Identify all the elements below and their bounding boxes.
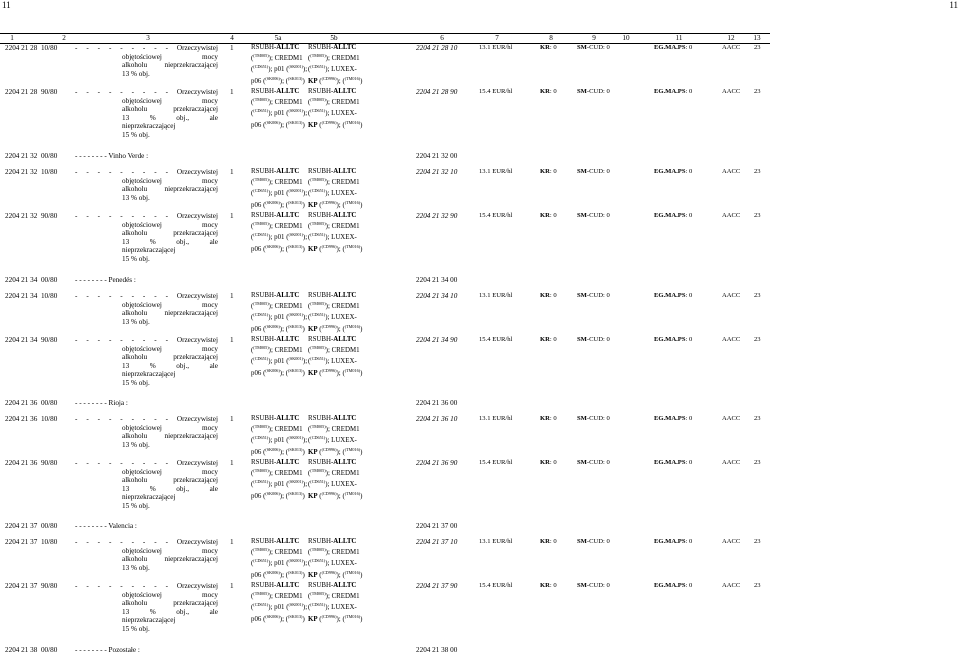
taric-code: 2204 21 36 10 <box>416 415 458 423</box>
cn-code: 2204 21 37 10/80 <box>5 538 58 546</box>
management-code-5a: RSUBH-ALLTC ($^{(TM005)}$); CREDM1 ($^{(CD651)}$); p01 ($^{(SK001)}$); p06 ($^{(SK006)}$); ($^{(SK013)}$) <box>251 44 308 85</box>
management-code-5a: RSUBH-ALLTC ($^{(TM005)}$); CREDM1 ($^{(CD651)}$); p01 ($^{(SK001)}$); p06 ($^{(SK006)}$); ($^{(SK013)}$) <box>251 88 308 129</box>
taric-code: 2204 21 32 10 <box>416 168 458 176</box>
heading-description: - - - - - - - - Penedés : <box>75 276 136 284</box>
column-4-value: 1 <box>230 415 234 423</box>
column-4-value: 1 <box>230 292 234 300</box>
taric-code: 2204 21 37 10 <box>416 538 458 546</box>
description-line: - - - - - - - - - O rzeczywistej <box>75 582 218 590</box>
column-header-5a: 5a <box>274 34 282 42</box>
heading-description: - - - - - - - - Rioja : <box>75 399 128 407</box>
description-line: 15 % obj. <box>122 378 150 387</box>
column-4-value: 1 <box>230 538 234 546</box>
duty-rate: 15.4 EUR/hl <box>479 336 513 343</box>
kr-value: KR: 0 <box>540 88 557 95</box>
duty-rate: 13.1 EUR/hl <box>479 292 513 299</box>
column-13-value: 23 <box>754 212 761 219</box>
sm-value: SM-CUD: 0 <box>577 292 610 299</box>
sm-value: SM-CUD: 0 <box>577 212 610 219</box>
description-line: nieprzekraczającej <box>122 493 176 502</box>
description-line: - - - - - - - - - O rzeczywistej <box>75 336 218 344</box>
description-line: 13 % obj. <box>122 193 150 202</box>
taric-code: 2204 21 37 00 <box>416 522 458 530</box>
cn-code: 2204 21 32 90/80 <box>5 212 58 220</box>
description-line: - - - - - - - - - O rzeczywistej <box>75 168 218 176</box>
taric-code: 2204 21 34 90 <box>416 336 458 344</box>
description-line: nieprzekraczającej <box>122 122 176 131</box>
description-line: alkoholu przekraczającej <box>122 599 218 608</box>
description-line: objętościowej mocy <box>122 467 218 476</box>
description <box>75 415 218 449</box>
kr-value: KR: 0 <box>540 582 557 589</box>
description-line: nieprzekraczającej <box>122 246 176 255</box>
kr-value: KR: 0 <box>540 415 557 422</box>
description-line: alkoholu przekraczającej <box>122 229 218 238</box>
heading-description: - - - - - - - - Valencia : <box>75 522 137 530</box>
description-line: - - - - - - - - - O rzeczywistej <box>75 212 218 220</box>
sm-value: SM-CUD: 0 <box>577 415 610 422</box>
description-line: 13 % obj., ale <box>122 113 218 122</box>
aacc-code: AACC <box>722 44 741 51</box>
description <box>75 44 218 78</box>
cn-code: 2204 21 34 00/80 <box>5 276 58 284</box>
aacc-code: AACC <box>722 415 741 422</box>
kr-value: KR: 0 <box>540 212 557 219</box>
management-code-5a: RSUBH-ALLTC ($^{(TM005)}$); CREDM1 ($^{(CD651)}$); p01 ($^{(SK001)}$); p06 ($^{(SK006)}$); ($^{(SK013)}$) <box>251 538 308 579</box>
description-line: - - - - - - - - - O rzeczywistej <box>75 88 218 96</box>
duty-rate: 15.4 EUR/hl <box>479 459 513 466</box>
column-header-3: 3 <box>146 34 150 42</box>
column-header-10: 10 <box>622 34 630 42</box>
column-13-value: 23 <box>754 44 761 51</box>
column-header-7: 7 <box>495 34 499 42</box>
taric-code: 2204 21 34 10 <box>416 292 458 300</box>
cn-code: 2204 21 37 90/80 <box>5 582 58 590</box>
kr-value: KR: 0 <box>540 459 557 466</box>
column-13-value: 23 <box>754 88 761 95</box>
column-header-9: 9 <box>592 34 596 42</box>
taric-code: 2204 21 36 90 <box>416 459 458 467</box>
eg-value: EG.MA.PS: 0 <box>654 459 693 466</box>
description <box>75 88 218 140</box>
cn-code: 2204 21 37 00/80 <box>5 522 58 530</box>
description <box>75 292 218 326</box>
column-13-value: 23 <box>754 538 761 545</box>
column-header-11: 11 <box>675 34 683 42</box>
cn-code: 2204 21 38 00/80 <box>5 646 58 654</box>
management-code-5a: RSUBH-ALLTC ($^{(TM005)}$); CREDM1 ($^{(CD651)}$); p01 ($^{(SK001)}$); p06 ($^{(SK006)}$); ($^{(SK013)}$) <box>251 459 308 500</box>
management-code-5b: RSUBH-ALLTC ($^{(TM005)}$); CREDM1 ($^{(CD651)}$); LUXEX- KP ($^{(CD996)}$); ($^{(TM016)}$) <box>308 538 363 579</box>
sm-value: SM-CUD: 0 <box>577 44 610 51</box>
description-line: alkoholu przekraczającej <box>122 105 218 114</box>
description-line: - - - - - - - - - O rzeczywistej <box>75 44 218 52</box>
eg-value: EG.MA.PS: 0 <box>654 582 693 589</box>
description-line: objętościowej mocy <box>122 300 218 309</box>
column-4-value: 1 <box>230 212 234 220</box>
description-line: objętościowej mocy <box>122 590 218 599</box>
sm-value: SM-CUD: 0 <box>577 168 610 175</box>
description-line: - - - - - - - - - O rzeczywistej <box>75 415 218 423</box>
management-code-5a: RSUBH-ALLTC ($^{(TM005)}$); CREDM1 ($^{(CD651)}$); p01 ($^{(SK001)}$); p06 ($^{(SK006)}$); ($^{(SK013)}$) <box>251 168 308 209</box>
cn-code: 2204 21 34 10/80 <box>5 292 58 300</box>
kr-value: KR: 0 <box>540 336 557 343</box>
sm-value: SM-CUD: 0 <box>577 582 610 589</box>
management-code-5b: RSUBH-ALLTC ($^{(TM005)}$); CREDM1 ($^{(CD651)}$); LUXEX- KP ($^{(CD996)}$); ($^{(TM016)}$) <box>308 168 363 209</box>
cn-code: 2204 21 36 90/80 <box>5 459 58 467</box>
description-line: alkoholu nieprzekraczającej <box>122 61 218 70</box>
taric-code: 2204 21 38 00 <box>416 646 458 654</box>
cn-code: 2204 21 36 00/80 <box>5 399 58 407</box>
column-13-value: 23 <box>754 415 761 422</box>
aacc-code: AACC <box>722 538 741 545</box>
column-4-value: 1 <box>230 168 234 176</box>
description-line: objętościowej mocy <box>122 423 218 432</box>
taric-code: 2204 21 28 90 <box>416 88 458 96</box>
column-header-6: 6 <box>440 34 444 42</box>
description-line: objętościowej mocy <box>122 344 218 353</box>
column-header-2: 2 <box>62 34 66 42</box>
description-line: objętościowej mocy <box>122 52 218 61</box>
heading-description: - - - - - - - - Vinho Verde : <box>75 152 149 160</box>
sm-value: SM-CUD: 0 <box>577 88 610 95</box>
description <box>75 336 218 388</box>
column-headers <box>0 34 770 43</box>
taric-code: 2204 21 32 00 <box>416 152 458 160</box>
aacc-code: AACC <box>722 336 741 343</box>
aacc-code: AACC <box>722 212 741 219</box>
description <box>75 168 218 202</box>
column-13-value: 23 <box>754 459 761 466</box>
description-line: alkoholu przekraczającej <box>122 353 218 362</box>
column-4-value: 1 <box>230 336 234 344</box>
management-code-5a: RSUBH-ALLTC ($^{(TM005)}$); CREDM1 ($^{(CD651)}$); p01 ($^{(SK001)}$); p06 ($^{(SK006)}$); ($^{(SK013)}$) <box>251 582 308 623</box>
duty-rate: 13.1 EUR/hl <box>479 538 513 545</box>
description-line: 13 % obj. <box>122 69 150 78</box>
description-line: 13 % obj. <box>122 317 150 326</box>
kr-value: KR: 0 <box>540 538 557 545</box>
description-line: alkoholu nieprzekraczającej <box>122 432 218 441</box>
description-line: 13 % obj., ale <box>122 237 218 246</box>
duty-rate: 13.1 EUR/hl <box>479 415 513 422</box>
column-4-value: 1 <box>230 582 234 590</box>
eg-value: EG.MA.PS: 0 <box>654 538 693 545</box>
aacc-code: AACC <box>722 292 741 299</box>
page-number-right: 11 <box>949 0 958 10</box>
management-code-5a: RSUBH-ALLTC ($^{(TM005)}$); CREDM1 ($^{(CD651)}$); p01 ($^{(SK001)}$); p06 ($^{(SK006)}$); ($^{(SK013)}$) <box>251 212 308 253</box>
description-line: 13 % obj., ale <box>122 484 218 493</box>
eg-value: EG.MA.PS: 0 <box>654 168 693 175</box>
duty-rate: 15.4 EUR/hl <box>479 582 513 589</box>
cn-code: 2204 21 28 10/80 <box>5 44 58 52</box>
description-line: alkoholu przekraczającej <box>122 476 218 485</box>
aacc-code: AACC <box>722 88 741 95</box>
aacc-code: AACC <box>722 459 741 466</box>
management-code-5a: RSUBH-ALLTC ($^{(TM005)}$); CREDM1 ($^{(CD651)}$); p01 ($^{(SK001)}$); p06 ($^{(SK006)}$); ($^{(SK013)}$) <box>251 336 308 377</box>
taric-code: 2204 21 34 00 <box>416 276 458 284</box>
duty-rate: 15.4 EUR/hl <box>479 88 513 95</box>
management-code-5a: RSUBH-ALLTC ($^{(TM005)}$); CREDM1 ($^{(CD651)}$); p01 ($^{(SK001)}$); p06 ($^{(SK006)}$); ($^{(SK013)}$) <box>251 292 308 333</box>
page-number-left: 11 <box>2 0 11 10</box>
heading-description: - - - - - - - - Pozostałe : <box>75 646 140 654</box>
cn-code: 2204 21 36 10/80 <box>5 415 58 423</box>
duty-rate: 13.1 EUR/hl <box>479 168 513 175</box>
description <box>75 538 218 572</box>
management-code-5a: RSUBH-ALLTC ($^{(TM005)}$); CREDM1 ($^{(CD651)}$); p01 ($^{(SK001)}$); p06 ($^{(SK006)}$); ($^{(SK013)}$) <box>251 415 308 456</box>
column-13-value: 23 <box>754 582 761 589</box>
column-header-8: 8 <box>549 34 553 42</box>
column-13-value: 23 <box>754 292 761 299</box>
cn-code: 2204 21 34 90/80 <box>5 336 58 344</box>
description-line: objętościowej mocy <box>122 176 218 185</box>
column-13-value: 23 <box>754 336 761 343</box>
eg-value: EG.MA.PS: 0 <box>654 88 693 95</box>
management-code-5b: RSUBH-ALLTC ($^{(TM005)}$); CREDM1 ($^{(CD651)}$); LUXEX- KP ($^{(CD996)}$); ($^{(TM016)}$) <box>308 212 363 253</box>
column-13-value: 23 <box>754 168 761 175</box>
description <box>75 212 218 264</box>
description-line: 13 % obj., ale <box>122 607 218 616</box>
taric-code: 2204 21 32 90 <box>416 212 458 220</box>
kr-value: KR: 0 <box>540 292 557 299</box>
description-line: 13 % obj., ale <box>122 361 218 370</box>
column-header-13: 13 <box>753 34 761 42</box>
eg-value: EG.MA.PS: 0 <box>654 292 693 299</box>
management-code-5b: RSUBH-ALLTC ($^{(TM005)}$); CREDM1 ($^{(CD651)}$); LUXEX- KP ($^{(CD996)}$); ($^{(TM016)}$) <box>308 582 363 623</box>
description-line: 15 % obj. <box>122 130 150 139</box>
description-line: 13 % obj. <box>122 440 150 449</box>
sm-value: SM-CUD: 0 <box>577 538 610 545</box>
description-line: objętościowej mocy <box>122 546 218 555</box>
duty-rate: 13.1 EUR/hl <box>479 44 513 51</box>
kr-value: KR: 0 <box>540 44 557 51</box>
eg-value: EG.MA.PS: 0 <box>654 44 693 51</box>
duty-rate: 15.4 EUR/hl <box>479 212 513 219</box>
description-line: nieprzekraczającej <box>122 370 176 379</box>
description-line: 13 % obj. <box>122 563 150 572</box>
description-line: alkoholu nieprzekraczającej <box>122 555 218 564</box>
sm-value: SM-CUD: 0 <box>577 336 610 343</box>
description-line: 15 % obj. <box>122 624 150 633</box>
description-line: objętościowej mocy <box>122 220 218 229</box>
aacc-code: AACC <box>722 168 741 175</box>
eg-value: EG.MA.PS: 0 <box>654 415 693 422</box>
column-4-value: 1 <box>230 88 234 96</box>
cn-code: 2204 21 28 90/80 <box>5 88 58 96</box>
cn-code: 2204 21 32 00/80 <box>5 152 58 160</box>
description-line: alkoholu nieprzekraczającej <box>122 309 218 318</box>
taric-code: 2204 21 36 00 <box>416 399 458 407</box>
column-4-value: 1 <box>230 44 234 52</box>
taric-code: 2204 21 28 10 <box>416 44 458 52</box>
column-header-12: 12 <box>727 34 735 42</box>
sm-value: SM-CUD: 0 <box>577 459 610 466</box>
management-code-5b: RSUBH-ALLTC ($^{(TM005)}$); CREDM1 ($^{(CD651)}$); LUXEX- KP ($^{(CD996)}$); ($^{(TM016)}$) <box>308 415 363 456</box>
column-4-value: 1 <box>230 459 234 467</box>
column-header-5b: 5b <box>330 34 338 42</box>
management-code-5b: RSUBH-ALLTC ($^{(TM005)}$); CREDM1 ($^{(CD651)}$); LUXEX- KP ($^{(CD996)}$); ($^{(TM016)}$) <box>308 336 363 377</box>
description-line: objętościowej mocy <box>122 96 218 105</box>
description-line: alkoholu nieprzekraczającej <box>122 185 218 194</box>
description-line: nieprzekraczającej <box>122 616 176 625</box>
description-line: - - - - - - - - - O rzeczywistej <box>75 459 218 467</box>
description <box>75 459 218 511</box>
description <box>75 582 218 634</box>
aacc-code: AACC <box>722 582 741 589</box>
cn-code: 2204 21 32 10/80 <box>5 168 58 176</box>
column-header-1: 1 <box>10 34 14 42</box>
eg-value: EG.MA.PS: 0 <box>654 336 693 343</box>
taric-code: 2204 21 37 90 <box>416 582 458 590</box>
management-code-5b: RSUBH-ALLTC ($^{(TM005)}$); CREDM1 ($^{(CD651)}$); LUXEX- KP ($^{(CD996)}$); ($^{(TM016)}$) <box>308 88 363 129</box>
description-line: 15 % obj. <box>122 501 150 510</box>
column-header-4: 4 <box>230 34 234 42</box>
management-code-5b: RSUBH-ALLTC ($^{(TM005)}$); CREDM1 ($^{(CD651)}$); LUXEX- KP ($^{(CD996)}$); ($^{(TM016)}$) <box>308 44 363 85</box>
management-code-5b: RSUBH-ALLTC ($^{(TM005)}$); CREDM1 ($^{(CD651)}$); LUXEX- KP ($^{(CD996)}$); ($^{(TM016)}$) <box>308 292 363 333</box>
kr-value: KR: 0 <box>540 168 557 175</box>
description-line: - - - - - - - - - O rzeczywistej <box>75 292 218 300</box>
description-line: - - - - - - - - - O rzeczywistej <box>75 538 218 546</box>
eg-value: EG.MA.PS: 0 <box>654 212 693 219</box>
management-code-5b: RSUBH-ALLTC ($^{(TM005)}$); CREDM1 ($^{(CD651)}$); LUXEX- KP ($^{(CD996)}$); ($^{(TM016)}$) <box>308 459 363 500</box>
description-line: 15 % obj. <box>122 254 150 263</box>
